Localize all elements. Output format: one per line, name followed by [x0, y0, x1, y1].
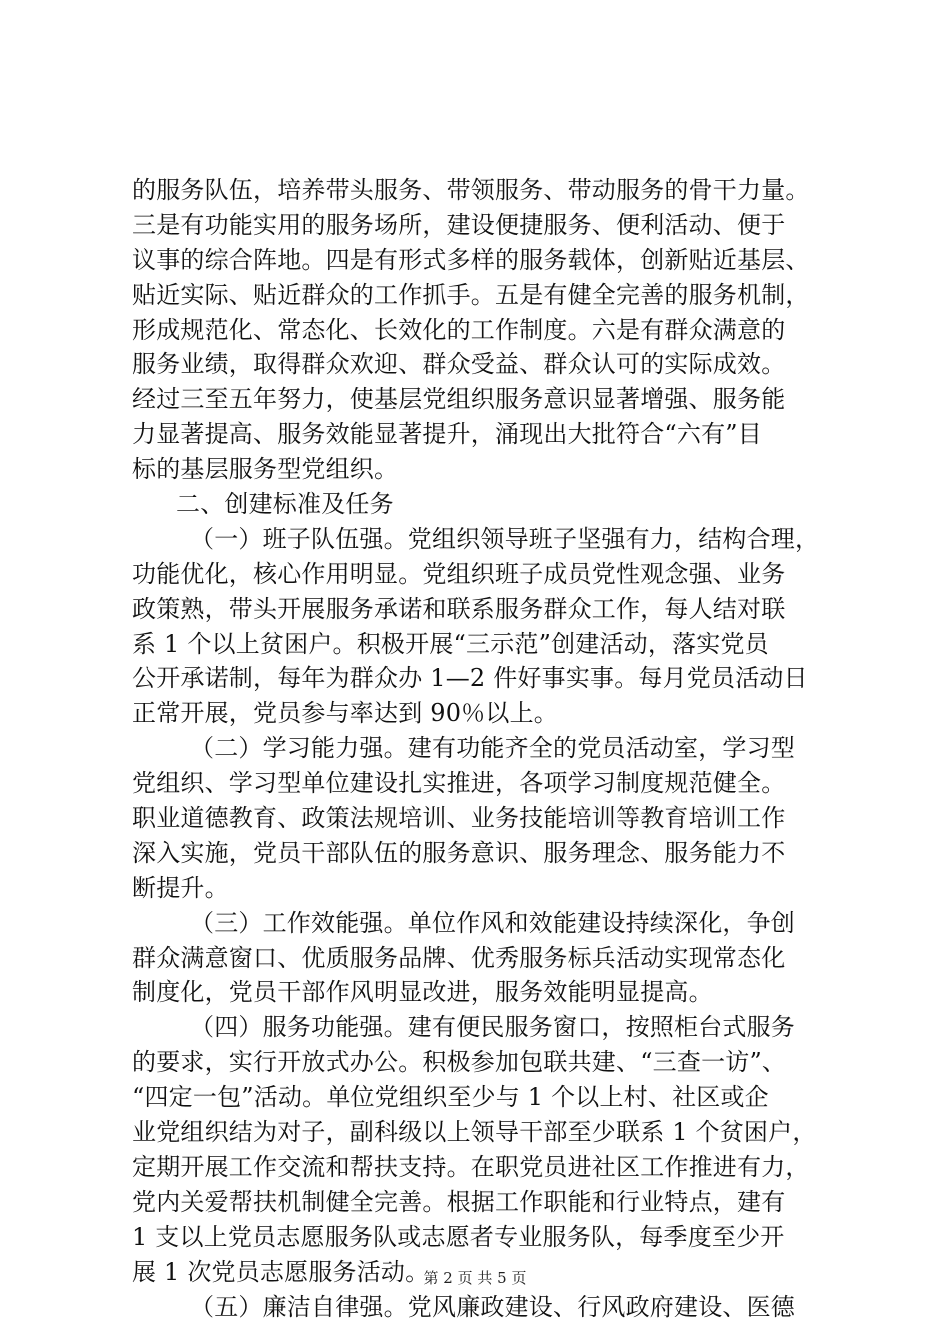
page-number-label: 第 2 页 共 5 页 [423, 1269, 527, 1287]
body-text-line: 议事的综合阵地。四是有形式多样的服务载体，创新贴近基层、 [132, 245, 810, 274]
document-body [132, 173, 832, 1324]
body-text-line: 服务业绩，取得群众欢迎、群众受益、群众认可的实际成效。 [132, 350, 786, 379]
body-text-line: 标的基层服务型党组织。 [132, 455, 399, 484]
body-text-line: 经过三至五年努力，使基层党组织服务意识显著增强、服务能 [132, 385, 786, 414]
body-text-line: 党内关爱帮扶机制健全完善。根据工作职能和行业特点，建有 [132, 1187, 786, 1216]
body-text-line: 展 1 次党员志愿服务活动。 [132, 1257, 430, 1286]
body-text-line: 断提升。 [132, 873, 229, 902]
body-text-line: 贴近实际、贴近群众的工作抓手。五是有健全完善的服务机制， [132, 280, 810, 309]
body-text-line: 职业道德教育、政策法规培训、业务技能培训等教育培训工作 [132, 804, 786, 833]
body-text-line: 深入实施，党员干部队伍的服务意识、服务理念、服务能力不 [132, 838, 786, 867]
body-text-line: 政策熟，带头开展服务承诺和联系服务群众工作，每人结对联 [132, 594, 786, 623]
body-text-line: 公开承诺制，每年为群众办 1—2 件好事实事。每月党员活动日 [132, 664, 808, 693]
body-text-line: 定期开展工作交流和帮扶支持。在职党员进社区工作推进有力， [132, 1152, 810, 1181]
paragraph-start-line: （三）工作效能强。单位作风和效能建设持续深化，争创 [190, 908, 795, 937]
body-text-line: 三是有功能实用的服务场所，建设便捷服务、便利活动、便于 [132, 210, 786, 239]
body-text-line: 党组织、学习型单位建设扎实推进，各项学习制度规范健全。 [132, 769, 786, 798]
body-text-line: 业党组织结为对子，副科级以上领导干部至少联系 1 个贫困户， [132, 1118, 817, 1147]
paragraph-start-line: （五）廉洁自律强。党风廉政建设、行风政府建设、医德 [190, 1292, 795, 1321]
paragraph-start-line: （四）服务功能强。建有便民服务窗口，按照柜台式服务 [190, 1013, 795, 1042]
body-text-line: 正常开展，党员参与率达到 90％以上。 [132, 699, 558, 728]
paragraph-start-line: （二）学习能力强。建有功能齐全的党员活动室，学习型 [190, 734, 795, 763]
paragraph-start-line: （一）班子队伍强。党组织领导班子坚强有力，结构合理， [190, 524, 820, 553]
body-text-line: 力显著提高、服务效能显著提升，涌现出大批符合“六有”目 [132, 420, 762, 449]
section-heading: 二、创建标准及任务 [176, 490, 394, 519]
page-footer [0, 1268, 950, 1288]
body-text-line: 制度化，党员干部作风明显改进，服务效能明显提高。 [132, 978, 713, 1007]
body-text-line: 的服务队伍，培养带头服务、带领服务、带动服务的骨干力量。 [132, 176, 810, 204]
body-text-line: 形成规范化、常态化、长效化的工作制度。六是有群众满意的 [132, 315, 786, 344]
body-text-line: 1 支以上党员志愿服务队或志愿者专业服务队，每季度至少开 [132, 1222, 785, 1251]
body-text-line: 系 1 个以上贫困户。积极开展“三示范”创建活动，落实党员 [132, 629, 769, 658]
body-text-line: 的要求，实行开放式办公。积极参加包联共建、“三查一访”、 [132, 1048, 787, 1077]
body-text-line: 功能优化，核心作用明显。党组织班子成员党性观念强、业务 [132, 559, 786, 588]
body-text-line: 群众满意窗口、优质服务品牌、优秀服务标兵活动实现常态化 [132, 943, 786, 972]
body-text-line: “四定一包”活动。单位党组织至少与 1 个以上村、社区或企 [132, 1083, 769, 1112]
